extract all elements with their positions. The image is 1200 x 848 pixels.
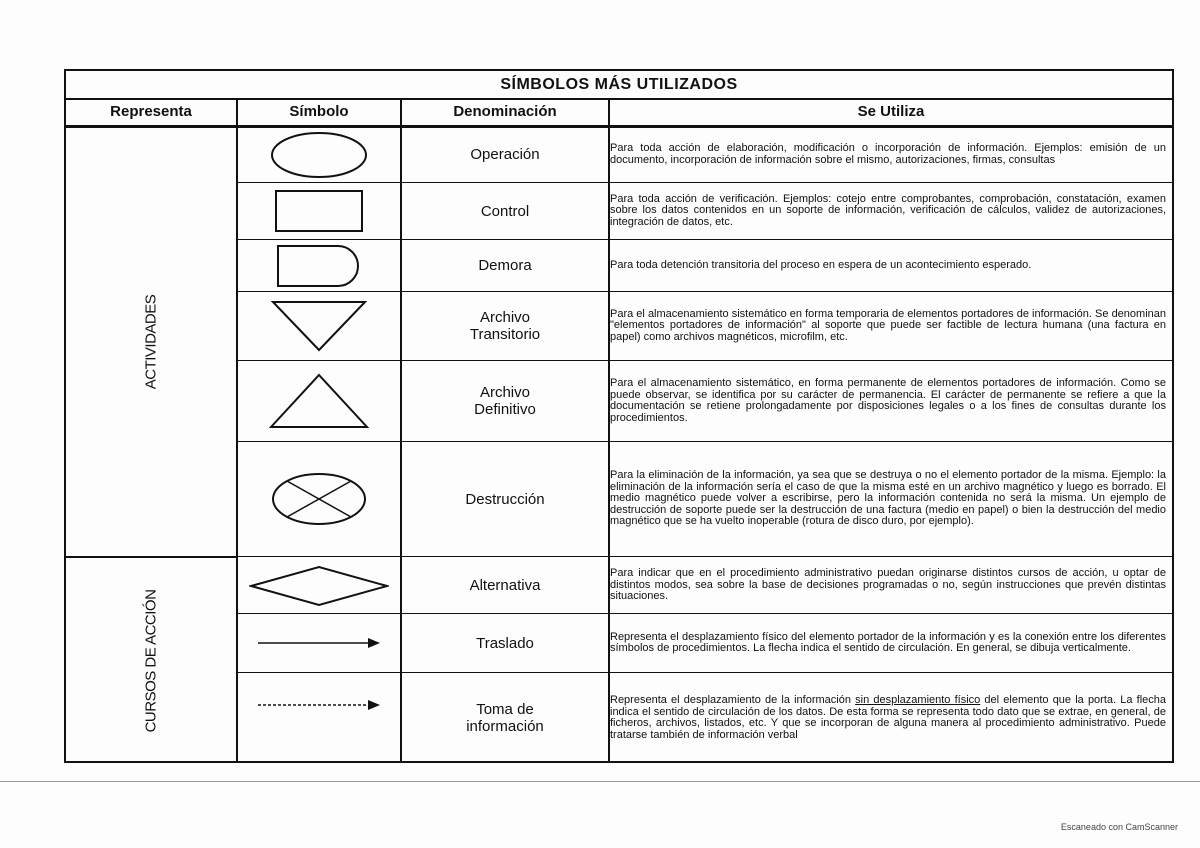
dashed-arrow-icon <box>238 673 400 763</box>
symbol-name: Alternativa <box>469 577 541 594</box>
symbol-name: Traslado <box>476 634 534 652</box>
header-symbol: Símbolo <box>238 98 402 125</box>
table-row <box>238 292 1172 361</box>
symbol-usage: Para toda acción de verificación. Ejemplos: cotejo entre comprobantes, comprobación, constatación, examen sobre los datos contenidos en un soporte de información, verificación de cálculos, validez de autorizaciones, integración de datos, etc. <box>610 192 1166 228</box>
crossed-circle-icon <box>238 442 400 556</box>
group-label: ACTIVIDADES <box>142 294 160 390</box>
symbol-usage: Para toda detención transitoria del proceso en espera de un acontecimiento esperado. <box>610 258 1032 271</box>
circle-icon <box>238 127 400 182</box>
arrow-icon <box>238 614 400 672</box>
header-represents: Representa <box>66 98 238 125</box>
table-title: SÍMBOLOS MÁS UTILIZADOS <box>66 71 1172 100</box>
table-row <box>238 240 1172 292</box>
symbol-usage: Para toda acción de elaboración, modificación o incorporación de información. Ejemplos: emisión de un documento, incorporación de información sobre el mismo, autorizaciones, firmas, consultas <box>610 142 1166 166</box>
symbol-usage: Representa el desplazamiento de la información sin desplazamiento físico del elemento que la porta. La flecha indica el sentido de circulación de los datos. De esta forma se representa todo dato que se extrae, en general, de ficheros, archivos, listados, etc. Y que se incorporan de alguna manera al procedimiento administrativo. Puede tratarse también de información verbal <box>610 694 1166 741</box>
triangle-icon <box>238 361 400 441</box>
table-row <box>238 183 1172 240</box>
group-label: CURSOS DE ACCIÓN <box>142 589 160 732</box>
symbols-table <box>64 69 1174 763</box>
symbol-usage: Para el almacenamiento sistemático, en forma permanente de elementos portadores de información. Como se puede observar, se identifica por su carácter de permanencia. El carácter de permanente se refiere a que la documentación se retiene prolongadamente por disposiciones legales o a los fines de consultas durante los procedimientos. <box>610 377 1166 424</box>
table-row <box>238 361 1172 442</box>
symbol-usage: Para el almacenamiento sistemático en forma temporaria de elementos portadores de información. Se denominan "elementos portadores de información" al soporte que puede ser factible de lectura humana (una factura en papel) como archivos magnéticos, microfilm, etc. <box>610 307 1166 343</box>
symbol-name: Archivo Definitivo <box>474 384 536 418</box>
symbol-usage: Para indicar que en el procedimiento administrativo puedan originarse distintos cursos de acción, u optar de distintos modos, sea sobre la base de decisiones programadas o no, según instrucciones que prevén distintas situaciones. <box>610 567 1166 603</box>
table-row <box>238 127 1172 183</box>
table-row <box>238 614 1172 673</box>
symbol-usage: Representa el desplazamiento físico del elemento portador de la información y es la conexión entre los diferentes símbolos de procedimientos. La flecha indica el sentido de circulación. En general, se dibuja verticalmente. <box>610 630 1166 654</box>
table-row <box>238 558 1172 614</box>
underlined-phrase: sin desplazamiento físico <box>855 694 981 706</box>
header-usage: Se Utiliza <box>857 103 925 120</box>
symbol-name: Toma de información <box>466 701 544 735</box>
diamond-icon <box>238 558 400 613</box>
table-row <box>238 673 1172 763</box>
square-icon <box>238 183 400 239</box>
group-actividades <box>66 127 236 557</box>
header-name: Denominación <box>402 98 610 125</box>
symbol-usage: Para la eliminación de la información, ya sea que se destruya o no el elemento portador de la misma. Ejemplo: la eliminación de la información sería el caso de que la misma esté en un archivo magnético y luego es borrado. El medio magnético puede volver a escribirse, pero la información contenida no será la misma. Un ejemplo de destrucción de soporte puede ser la destrucción de una factura (medio en papel) o bien la destrucción del medio magnético que se ha vuelto inoperable (rotura de disco duro, por ejemplo). <box>610 469 1166 528</box>
symbol-name: Archivo Transitorio <box>469 309 541 343</box>
table-header-row <box>66 98 1172 128</box>
page-divider <box>0 781 1200 782</box>
symbol-name: Destrucción <box>465 490 545 508</box>
symbol-name: Control <box>480 202 530 220</box>
d-shape-icon <box>238 240 400 291</box>
group-cursos-de-accion <box>66 558 236 763</box>
inverted-triangle-icon <box>238 292 400 360</box>
table-row <box>238 442 1172 557</box>
symbol-name: Operación <box>470 146 540 163</box>
scanner-watermark: Escaneado con CamScanner <box>1060 822 1178 832</box>
symbol-name: Demora <box>478 257 532 274</box>
